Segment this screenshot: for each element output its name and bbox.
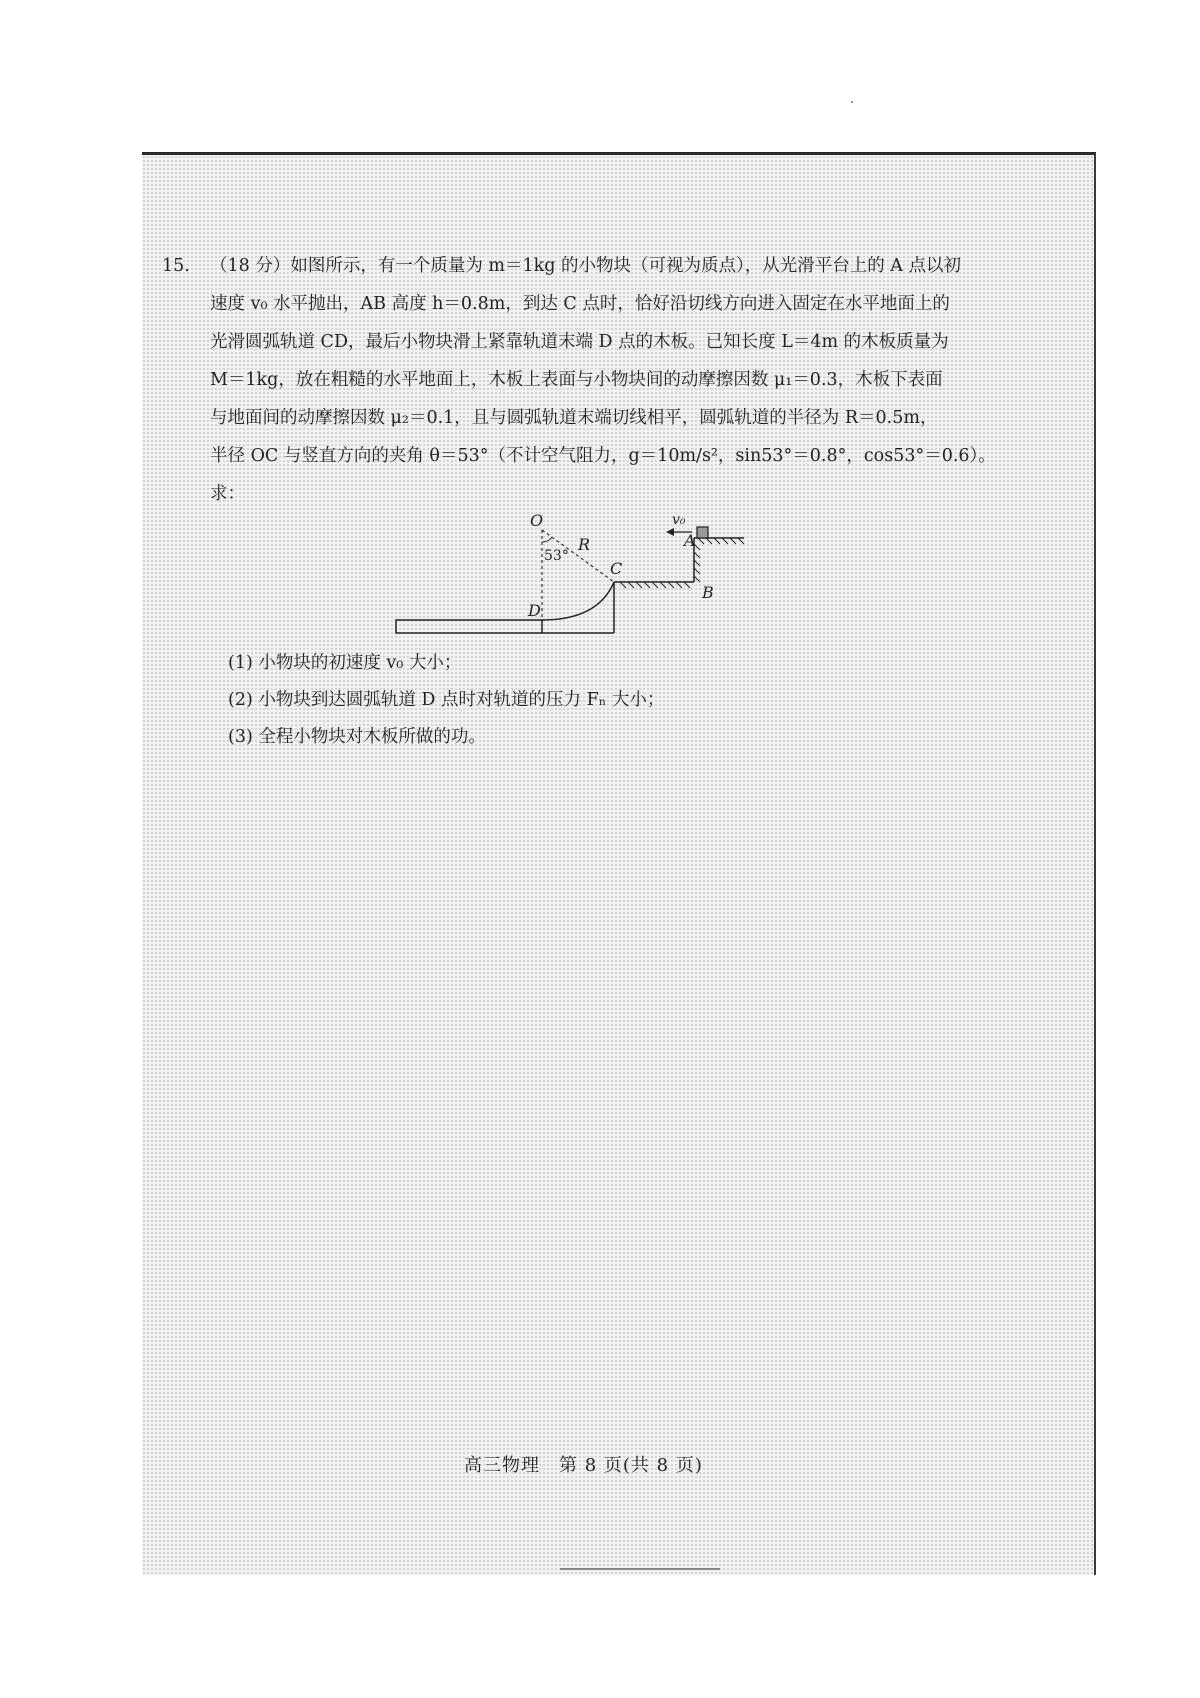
label-b: B: [702, 583, 714, 602]
ground-hatching: [620, 538, 744, 588]
label-a: A: [684, 531, 696, 550]
problem-line-4: M＝1kg，放在粗糙的水平地面上，木板上表面与小物块间的动摩擦因数 μ₁＝0.3，木板下表面: [210, 370, 943, 390]
question-1: (1) 小物块的初速度 v₀ 大小；: [228, 653, 462, 673]
problem-line-1: 15. （18 分）如图所示，有一个质量为 m＝1kg 的小物块（可视为质点），从光滑平台上的 A 点以初: [162, 247, 1092, 285]
problem-line-3: 光滑圆弧轨道 CD，最后小物块滑上紧靠轨道末端 D 点的木板。已知长度 L＝4m 的木板质量为: [210, 332, 949, 352]
problem-line-2: 速度 v₀ 水平抛出，AB 高度 h＝0.8m，到达 C 点时，恰好沿切线方向进入固定在水平地面上的: [210, 294, 950, 314]
question-2: (2) 小物块到达圆弧轨道 D 点时对轨道的压力 Fₙ 大小；: [228, 690, 665, 710]
scan-edge-mark: [560, 1568, 720, 1570]
physics-diagram: [394, 508, 774, 638]
arrow-head-icon: [666, 528, 674, 536]
label-angle: 53°: [544, 548, 569, 564]
sub-questions: [228, 645, 664, 756]
label-o: O: [530, 511, 544, 530]
page-footer: 高三物理 第 8 页(共 8 页): [464, 1455, 703, 1476]
problem-line-7: 求：: [210, 484, 245, 504]
problem-number: 15.: [162, 256, 190, 276]
label-d: D: [528, 601, 541, 620]
exam-page: [142, 152, 1096, 1575]
label-c: C: [610, 559, 623, 578]
scan-speck: [851, 101, 853, 103]
small-block: [697, 527, 708, 538]
arc-track-cd: [542, 582, 614, 620]
question-3: (3) 全程小物块对木板所做的功。: [228, 727, 486, 747]
label-r: R: [578, 535, 591, 554]
problem-15: [162, 247, 1092, 513]
angle-arc: [542, 537, 552, 542]
wooden-board: [396, 620, 542, 633]
problem-line-5: 与地面间的动摩擦因数 μ₂＝0.1，且与圆弧轨道末端切线相平，圆弧轨道的半径为 R＝0.5m，: [210, 408, 938, 428]
label-v0: v₀: [672, 512, 686, 528]
problem-line-6: 半径 OC 与竖直方向的夹角 θ＝53°（不计空气阻力，g＝10m/s²，sin53°＝0.8°，cos53°＝0.6）。: [210, 446, 996, 466]
